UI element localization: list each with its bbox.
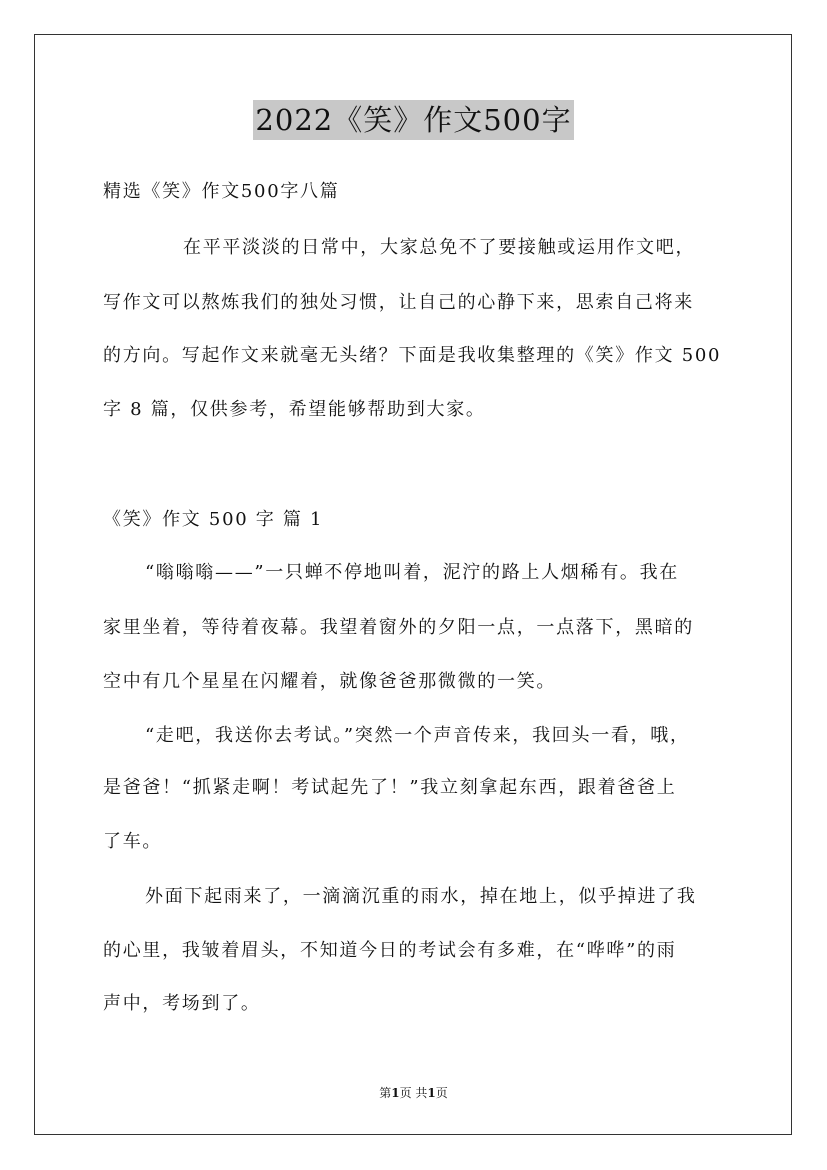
paragraph-line: 了车。 [103,831,163,852]
footer-suffix: 页 [435,1086,448,1100]
paragraph-line: “走吧，我送你去考试。”突然一个声音传来，我回头一看，哦， [145,725,690,746]
paragraph-line: 外面下起雨来了，一滴滴沉重的雨水，掉在地上，似乎掉进了我 [145,886,697,907]
paragraph-line: 声中，考场到了。 [103,993,261,1014]
title-block [0,100,827,140]
footer-mid: 页 共 [399,1086,428,1100]
paragraph-line: 空中有几个星星在闪耀着，就像爸爸那微微的一笑。 [103,671,557,692]
paragraph-line: “嗡嗡嗡——”一只蝉不停地叫着，泥泞的路上人烟稀有。我在 [145,562,680,583]
section-heading: 《笑》作文 500 字 篇 1 [103,509,324,530]
intro-line: 字 8 篇，仅供参考，希望能够帮助到大家。 [103,399,486,420]
document-subtitle: 精选《笑》作文500字八篇 [103,181,340,202]
paragraph-line: 是爸爸！“抓紧走啊！考试起先了！”我立刻拿起东西，跟着爸爸上 [103,777,677,798]
intro-line: 写作文可以熬炼我们的独处习惯，让自己的心静下来，思索自己将来 [103,292,694,313]
footer-page-number: 1 [391,1086,400,1100]
intro-line: 的方向。写起作文来就毫无头绪？下面是我收集整理的《笑》作文 500 [103,345,722,366]
document-title: 2022《笑》作文500字 [253,100,573,140]
paragraph-line: 的心里，我皱着眉头，不知道今日的考试会有多难，在“哗哗”的雨 [103,940,677,961]
paragraph-line: 家里坐着，等待着夜幕。我望着窗外的夕阳一点，一点落下，黑暗的 [103,617,694,638]
footer-prefix: 第 [379,1086,392,1100]
footer-total-pages: 1 [427,1086,436,1100]
intro-line: 在平平淡淡的日常中，大家总免不了要接触或运用作文吧， [183,237,696,258]
page-footer [0,1085,827,1101]
